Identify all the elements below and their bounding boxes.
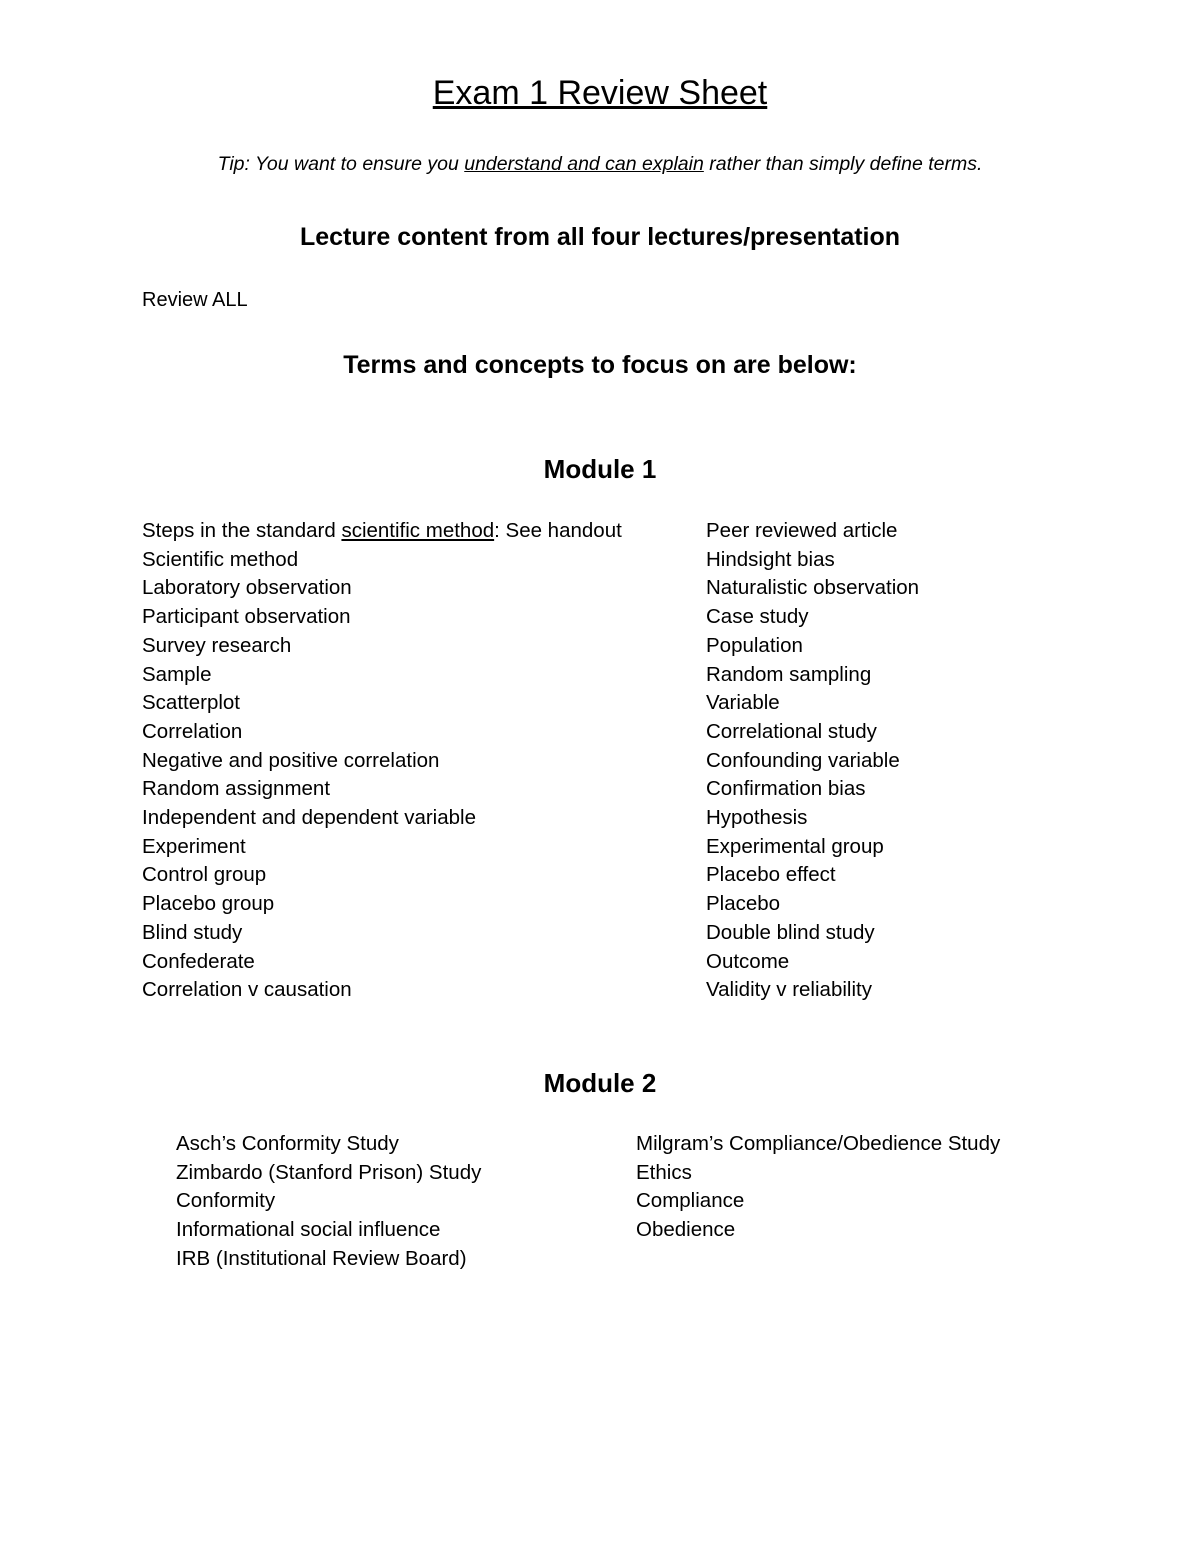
list-item: Placebo effect [706,863,836,887]
lecture-heading: Lecture content from all four lectures/presentation [299,223,901,251]
list-item: Compliance [636,1189,745,1213]
terms-heading: Terms and concepts to focus on are below: [343,351,857,379]
list-item: Participant observation [142,605,351,629]
list-item: Experimental group [706,834,884,858]
list-item: Random assignment [142,777,331,801]
list-item: Milgram’s Compliance/Obedience Study [636,1132,1001,1155]
list-item: Correlational study [706,719,877,743]
list-item: Confirmation bias [706,777,866,801]
module-1-right-list [706,517,919,1005]
list-item: Sample [142,662,212,686]
list-item: Population [706,633,803,657]
list-item: Placebo [706,892,781,916]
tip-prefix: Tip: You want to ensure you [217,153,465,175]
list-item: Informational social influence [176,1218,441,1242]
module-1-first-item [142,517,622,546]
list-item: Hindsight bias [706,547,835,571]
module-2-left-list [176,1130,481,1274]
list-item: Negative and positive correlation [142,748,440,772]
tip-text [0,150,1200,178]
first-item-suffix: : See handout [494,519,622,542]
list-item: Ethics [636,1160,692,1184]
list-item: Hypothesis [706,806,808,830]
module-2-heading: Module 2 [543,1068,657,1098]
list-item: Scientific method [142,547,299,571]
module-1-heading: Module 1 [543,454,657,484]
list-item: Variable [706,691,780,715]
list-item: Conformity [176,1189,276,1213]
page-title: Exam 1 Review Sheet [432,74,768,112]
list-item: Control group [142,863,267,887]
tip-underlined: understand and can explain [464,153,704,175]
list-item: Placebo group [142,892,275,916]
list-item: Blind study [142,920,243,944]
first-item-prefix: Steps in the standard [142,519,342,542]
list-item: Random sampling [706,662,872,686]
list-item: Outcome [706,949,790,973]
list-item: Laboratory observation [142,576,352,600]
list-item: Asch’s Conformity Study [176,1132,399,1155]
list-item: Peer reviewed article [706,519,898,542]
list-item: Correlation [142,719,243,743]
list-item: Experiment [142,834,246,858]
list-item: Independent and dependent variable [142,806,476,830]
list-item: Zimbardo (Stanford Prison) Study [176,1160,482,1184]
first-item-underlined: scientific method [341,519,495,542]
list-item: Naturalistic observation [706,576,920,600]
list-item: Obedience [636,1218,736,1242]
list-item: Validity v reliability [706,978,872,1002]
list-item: Correlation v causation [142,978,352,1002]
list-item: Case study [706,605,809,629]
list-item: Survey research [142,633,292,657]
list-item: Double blind study [706,920,875,944]
list-item: Confounding variable [706,748,900,772]
module-2-right-list [636,1130,1000,1245]
list-item: Scatterplot [142,691,240,715]
review-all-text: Review ALL [142,289,248,311]
module-1-left-list [142,517,622,1005]
list-item: IRB (Institutional Review Board) [176,1246,467,1270]
tip-suffix: rather than simply define terms. [703,153,983,175]
list-item: Confederate [142,949,255,973]
